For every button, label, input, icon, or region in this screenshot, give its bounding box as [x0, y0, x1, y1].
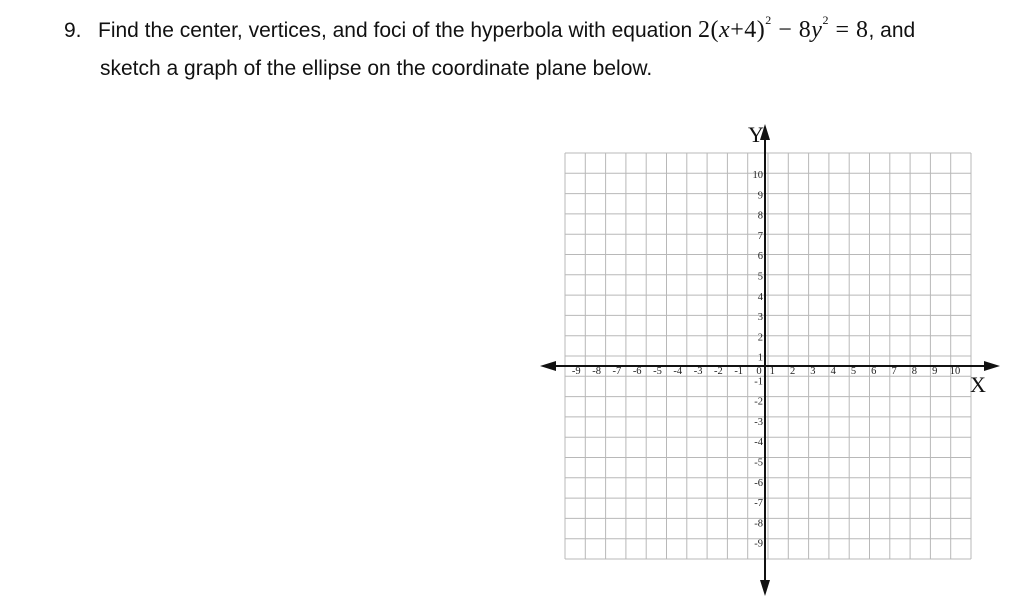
y-tick-label: 9 — [757, 190, 763, 202]
x-tick-label: -1 — [734, 366, 744, 377]
x-tick-label: -2 — [714, 366, 723, 377]
x-tick-label: -3 — [693, 366, 703, 377]
x-tick-label: 10 — [949, 366, 961, 377]
x-axis-label: X — [970, 372, 986, 397]
y-tick-label: 1 — [757, 352, 763, 364]
y-tick-label: 10 — [752, 170, 763, 181]
y-tick-label: -9 — [754, 538, 763, 550]
question-line-2: sketch a graph of the ellipse on the coordinate plane below. — [100, 57, 653, 80]
x-tick-label: -4 — [673, 366, 683, 377]
x-axis-right-arrow — [984, 361, 1000, 371]
x-tick-label: -5 — [653, 366, 662, 377]
y-tick-label: 3 — [757, 312, 763, 324]
x-tick-label: 4 — [830, 366, 836, 377]
y-tick-label: -6 — [754, 477, 763, 489]
y-tick-labels — [753, 170, 764, 550]
x-tick-label: 8 — [911, 366, 918, 377]
x-tick-label: 6 — [871, 366, 877, 377]
y-tick-label: 6 — [757, 251, 763, 263]
y-tick-label: -2 — [754, 396, 763, 408]
y-axis-bottom-arrow — [760, 580, 770, 596]
y-axis-label: Y — [748, 122, 764, 147]
x-tick-label: -6 — [632, 366, 642, 377]
x-tick-label: -7 — [612, 366, 622, 377]
y-tick-label: 5 — [757, 271, 763, 283]
x-tick-label: 5 — [850, 366, 857, 377]
x-axis-left-arrow — [540, 361, 556, 371]
y-tick-label: 4 — [757, 291, 763, 303]
x-tick-label: 9 — [932, 366, 938, 377]
x-tick-label: 0 — [756, 366, 762, 377]
y-tick-label: -4 — [754, 437, 763, 449]
x-tick-label: 2 — [789, 366, 796, 377]
question-number: 9. — [64, 19, 82, 42]
x-tick-label: 3 — [810, 366, 816, 377]
hyperbola-equation: $2(x+4)^2 - 8y^2 = 8$ — [698, 13, 869, 43]
question-text-tail: , and — [868, 19, 916, 42]
grid-lines — [565, 153, 971, 559]
y-tick-label: -1 — [754, 376, 763, 388]
x-tick-labels — [572, 366, 960, 377]
y-tick-label: 8 — [757, 210, 763, 222]
x-tick-label: 7 — [891, 366, 897, 377]
y-tick-label: -5 — [754, 457, 763, 469]
y-tick-label: -8 — [754, 518, 763, 530]
x-tick-label: -8 — [592, 366, 601, 377]
x-tick-label: 1 — [769, 366, 775, 377]
y-tick-label: 2 — [757, 332, 763, 344]
x-tick-label: -9 — [571, 366, 581, 377]
axes — [540, 124, 1000, 596]
y-tick-label: -3 — [754, 416, 763, 428]
y-tick-label: 7 — [757, 230, 763, 242]
y-tick-label: -7 — [754, 498, 763, 510]
question-text: Find the center, vertices, and foci of the hyperbola with equation — [98, 19, 693, 42]
